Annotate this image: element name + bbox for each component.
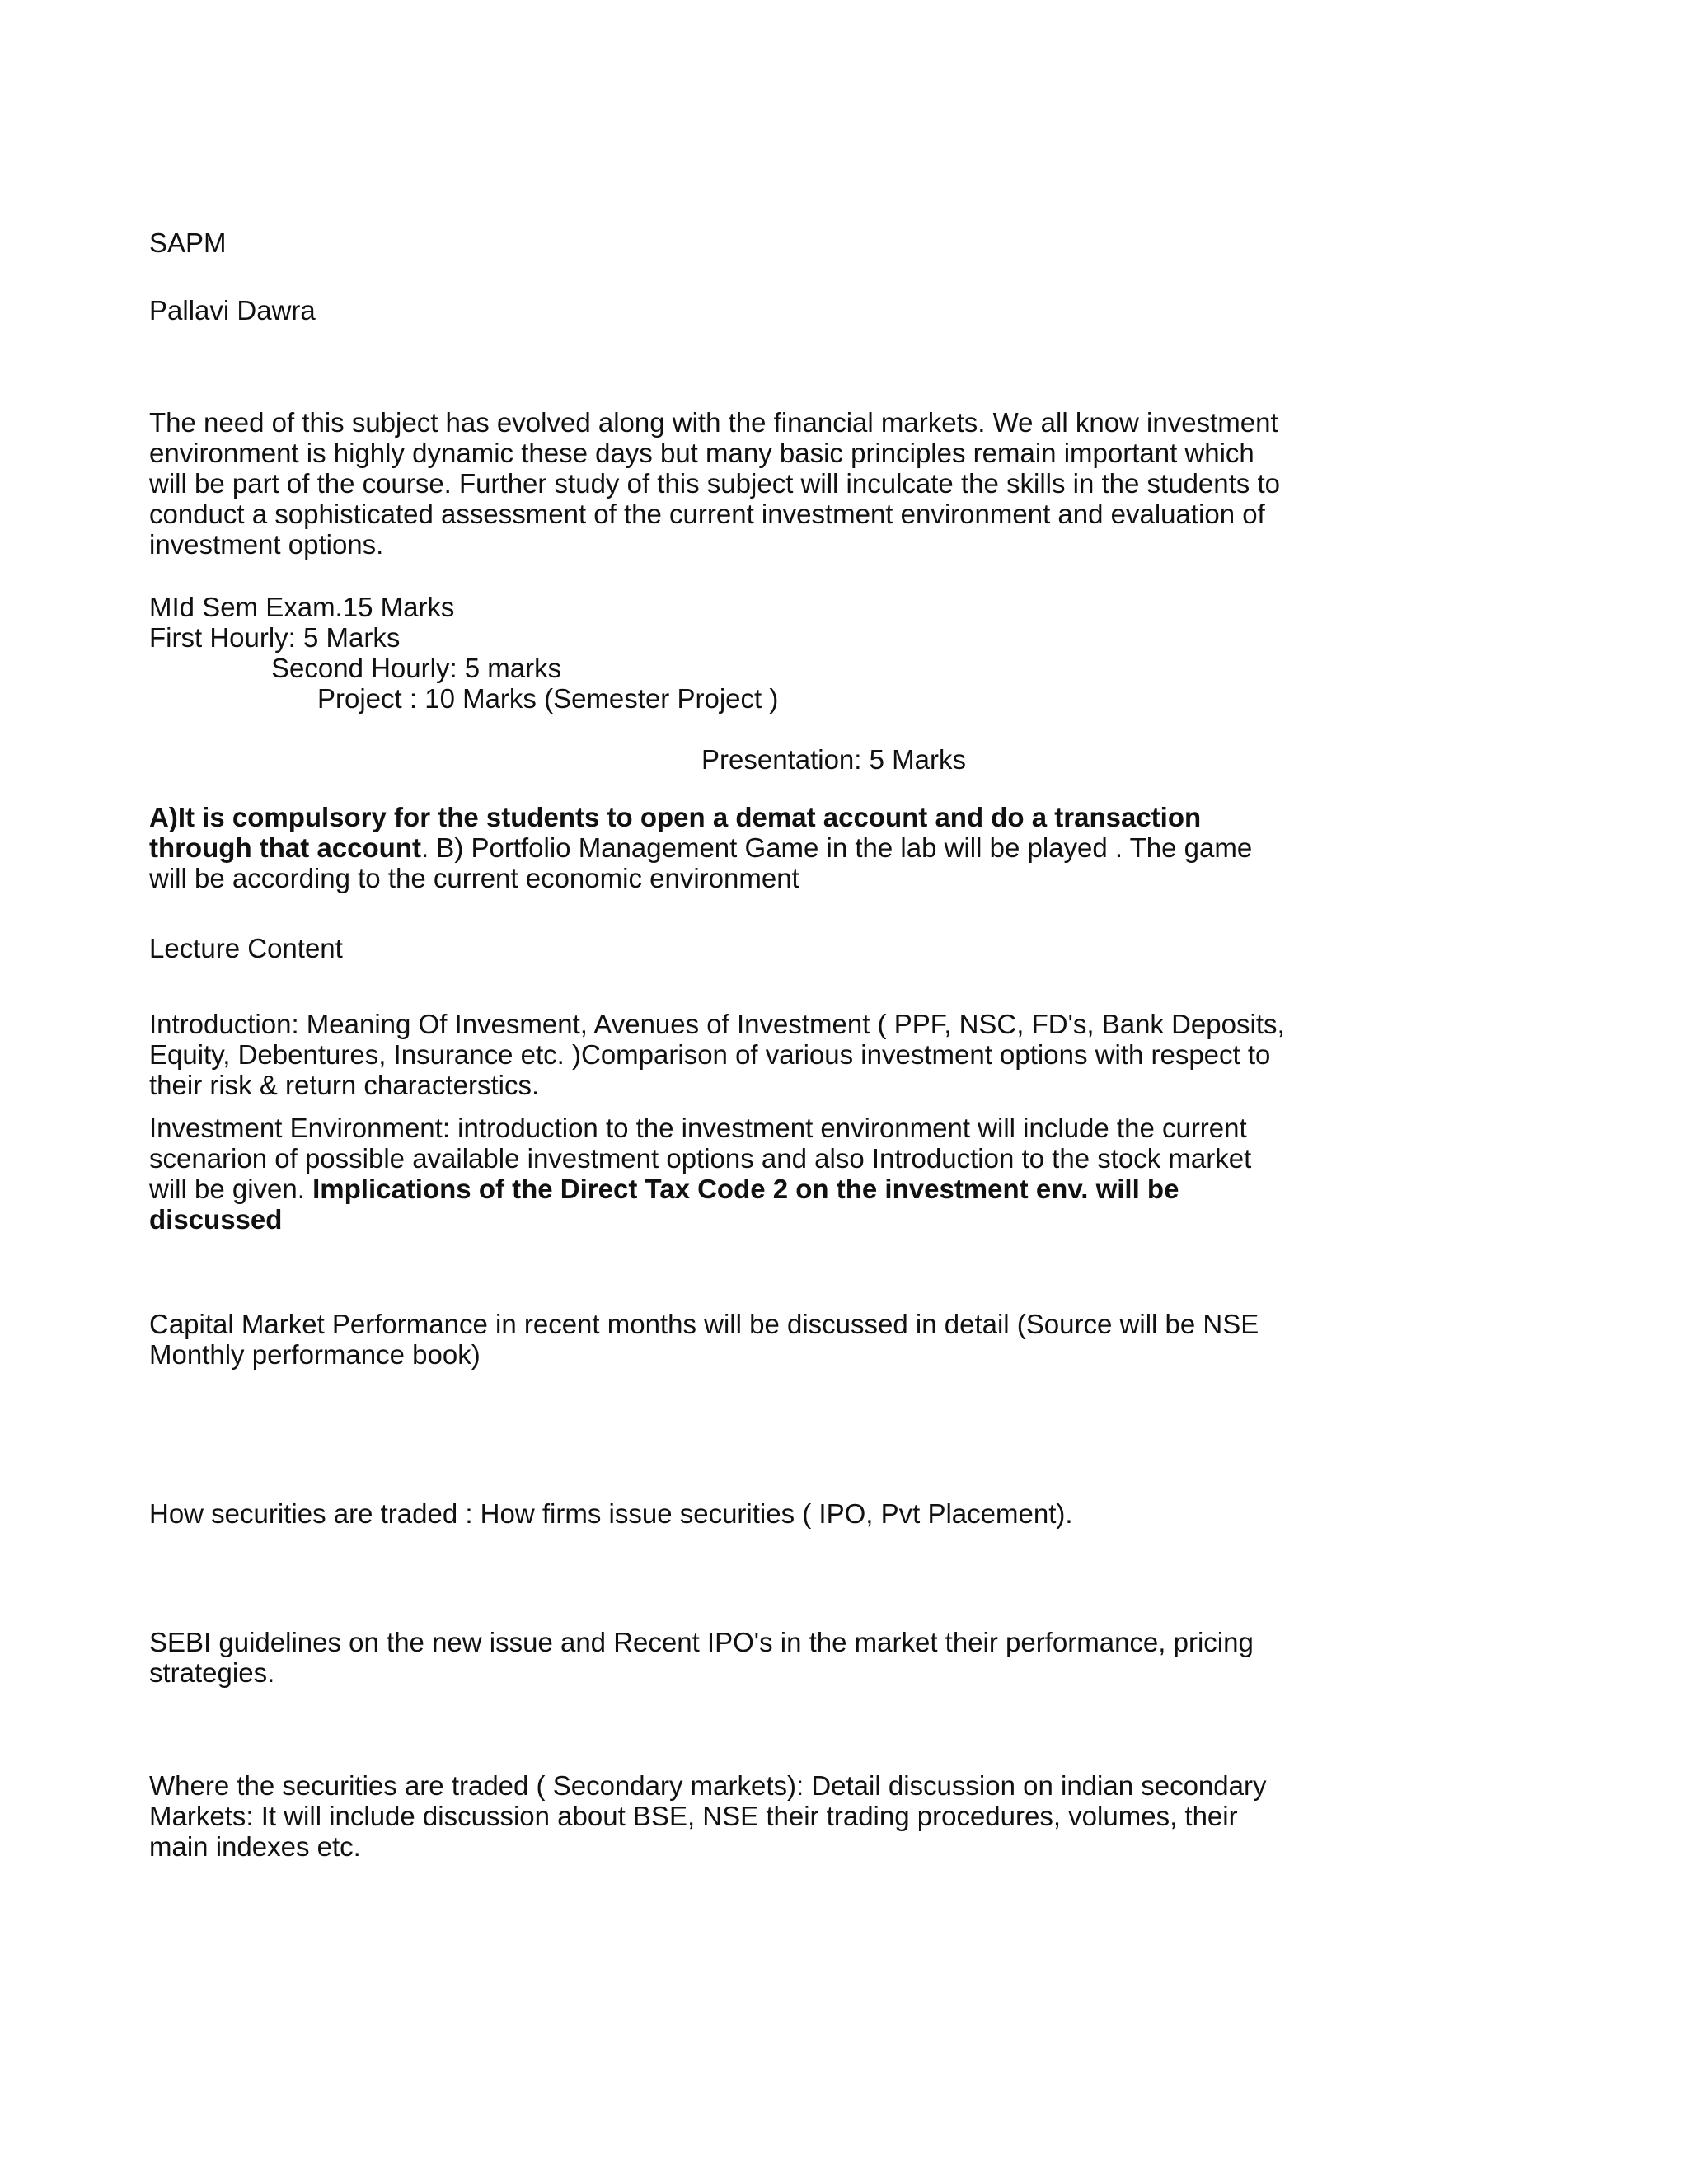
- lecture-content-heading: Lecture Content: [149, 933, 343, 963]
- requirement-bold: A)It is compulsory for the students to open a demat account and do a transaction through that account: [149, 802, 1202, 863]
- requirement-rest: . B) Portfolio Management Game in the lab will be played . The game will be according to the current economic environment: [149, 832, 1253, 893]
- marks-presentation: Presentation: 5 Marks: [701, 744, 966, 775]
- course-title: SAPM: [149, 227, 227, 258]
- topic-investment-environment: [149, 1113, 1287, 1235]
- intro-paragraph: The need of this subject has evolved along with the financial markets. We all know investment environment is highly dynamic these days but many basic principles remain important which will be part of the course. Further study of this subject will inculcate the skills in the students to conduct a sophisticated assessment of the current investment environment and evaluation of investment options.: [149, 407, 1280, 560]
- marks-second-hourly: Second Hourly: 5 marks: [271, 653, 562, 683]
- requirement-paragraph: [149, 802, 1287, 893]
- marks-project: Project : 10 Marks (Semester Project ): [317, 683, 779, 714]
- topic-sebi: SEBI guidelines on the new issue and Recent IPO's in the market their performance, pricing strategies.: [149, 1627, 1254, 1688]
- topic-capital-market: Capital Market Performance in recent months will be discussed in detail (Source will be NSE Monthly performance book): [149, 1309, 1259, 1370]
- topic-introduction: Introduction: Meaning Of Invesment, Avenues of Investment ( PPF, NSC, FD's, Bank Deposits, Equity, Debentures, Insurance etc. )Comparison of various investment options with respect to their risk & return characterstics.: [149, 1009, 1285, 1100]
- topic-where-traded: Where the securities are traded ( Secondary markets): Detail discussion on indian secondary Markets: It will include discussion about BSE, NSE their trading procedures, volumes, their main indexes etc.: [149, 1770, 1267, 1862]
- marks-first-hourly: First Hourly: 5 Marks: [149, 622, 401, 653]
- environment-text: Investment Environment: introduction to the investment environment will include the current scenarion of possible available investment options and also Introduction to the stock market will be given.: [149, 1113, 1252, 1204]
- environment-bold: Implications of the Direct Tax Code 2 on the investment env. will be discussed: [149, 1174, 1179, 1235]
- instructor-name: Pallavi Dawra: [149, 295, 316, 326]
- marks-mid-sem: MId Sem Exam.15 Marks: [149, 592, 455, 622]
- topic-how-traded: How securities are traded : How firms issue securities ( IPO, Pvt Placement).: [149, 1498, 1073, 1529]
